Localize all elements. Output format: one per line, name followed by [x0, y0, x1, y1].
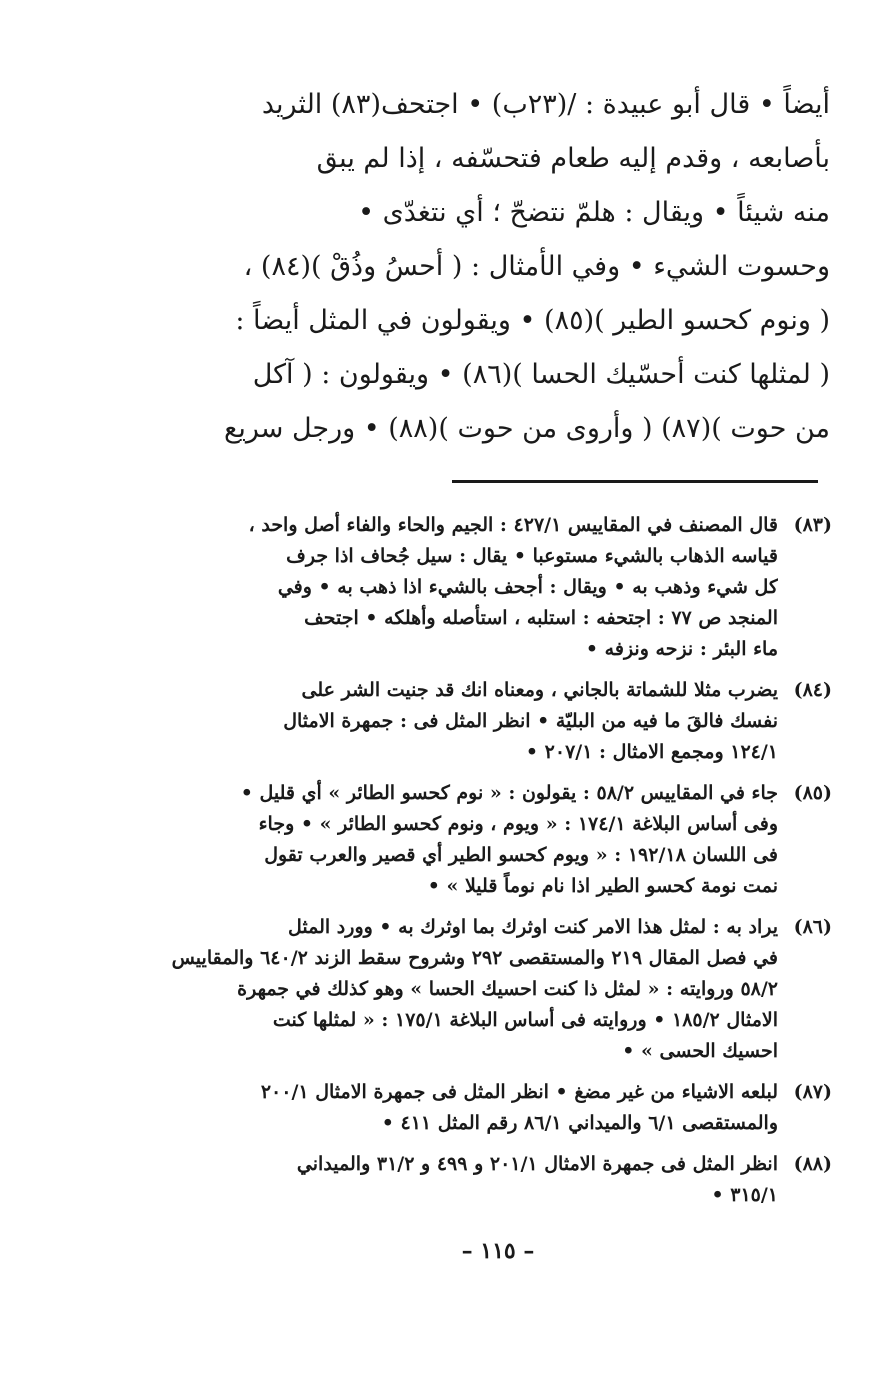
footnote-line: ١٢٤/١ ومجمع الامثال : ٢٠٧/١ •	[525, 741, 778, 763]
footnote-line: يراد به : لمثل هذا الامر كنت اوثرك بما اوثرك به • وورد المثل	[288, 916, 778, 938]
footnotes-section	[172, 510, 832, 1221]
footnote-line: ماء البئر : نزحه ونزفه •	[585, 638, 778, 660]
footnote-87	[172, 1077, 832, 1139]
footnote-84	[172, 675, 832, 768]
footnote-line: ٥٨/٢ وروايته : « لمثل ذا كنت احسيك الحسا » وهو كذلك في جمهرة	[237, 978, 778, 1000]
footnote-line: يضرب مثلا للشماتة بالجاني ، ومعناه انك قد جنيت الشر على	[301, 679, 778, 701]
footnote-83	[172, 510, 832, 665]
footnote-line: انظر المثل فى جمهرة الامثال ٢٠١/١ و ٤٩٩ و ٣١/٢ والميداني	[296, 1153, 778, 1175]
footnote-line: نمت نومة كحسو الطير اذا نام نوماً قليلا » •	[427, 875, 778, 897]
footnote-number: (٨٣)	[793, 514, 832, 536]
footnote-line: قال المصنف في المقاييس ٤٢٧/١ : الجيم والحاء والفاء أصل واحد ،	[248, 514, 778, 536]
footnote-line: احسيك الحسى » •	[622, 1040, 778, 1062]
footnote-number: (٨٤)	[793, 679, 832, 701]
main-text-line: وحسوت الشيء • وفي الأمثال : ( أحسُ وذُقْ )(٨٤) ،	[243, 251, 830, 282]
footnote-85	[172, 778, 832, 902]
footnote-line: في فصل المقال ٢١٩ والمستقصى ٢٩٢ وشروح سقط الزند ٦٤٠/٢ والمقاييس	[172, 947, 778, 969]
main-text-line: من حوت )(٨٧) ( وأروى من حوت )(٨٨) • ورجل سريع	[223, 413, 830, 444]
footnote-line: فى اللسان ١٩٢/١٨ : « ويوم كحسو الطير أي قصير والعرب تقول	[264, 844, 778, 866]
footnote-number: (٨٦)	[793, 916, 832, 938]
footnote-line: كل شيء وذهب به • ويقال : أجحف بالشيء اذا ذهب به • وفي	[277, 576, 778, 598]
footnote-divider	[452, 480, 818, 483]
footnote-number: (٨٧)	[793, 1081, 832, 1103]
footnote-line: ٣١٥/١ •	[711, 1184, 778, 1206]
main-text-block	[170, 78, 830, 456]
footnote-number: (٨٥)	[793, 782, 832, 804]
footnote-line: لبلعه الاشياء من غير مضغ • انظر المثل فى جمهرة الامثال ٢٠٠/١	[260, 1081, 778, 1103]
footnote-line: المنجد ص ٧٧ : اجتحفه : استلبه ، استأصله وأهلكه • اجتحف	[304, 607, 778, 629]
main-text-line: ( لمثلها كنت أحسّيك الحسا )(٨٦) • ويقولون : ( آكل	[252, 359, 830, 390]
footnote-86	[172, 912, 832, 1067]
footnote-line: نفسك فالقَ ما فيه من البليّة • انظر المثل فى : جمهرة الامثال	[283, 710, 778, 732]
footnote-line: وفى أساس البلاغة ١٧٤/١ : « ويوم ، ونوم كحسو الطائر » • وجاء	[258, 813, 778, 835]
footnote-number: (٨٨)	[793, 1153, 832, 1175]
footnote-line: والمستقصى ٦/١ والميداني ٨٦/١ رقم المثل ٤١١ •	[381, 1112, 778, 1134]
footnote-line: قياسه الذهاب بالشيء مستوعبا • يقال : سيل جُحاف اذا جرف	[286, 545, 778, 567]
page-number: – ١١٥ –	[461, 1238, 535, 1264]
main-text-line: منه شيئاً • ويقال : هلمّ نتضحّ ؛ أي نتغدّى •	[358, 197, 830, 228]
main-text-line: بأصابعه ، وقدم إليه طعام فتحسّفه ، إذا لم يبق	[316, 143, 830, 174]
footnote-line: جاء في المقاييس ٥٨/٢ : يقولون : « نوم كحسو الطائر » أي قليل •	[240, 782, 778, 804]
footnote-line: الامثال ١٨٥/٢ • وروايته فى أساس البلاغة ١٧٥/١ : « لمثلها كنت	[272, 1009, 778, 1031]
footnote-88	[172, 1149, 832, 1211]
main-text-line: ( ونوم كحسو الطير )(٨٥) • ويقولون في المثل أيضاً :	[235, 305, 830, 336]
main-text-line: أيضاً • قال أبو عبيدة : /(٢٣ب) • اجتحف(٨٣) الثريد	[261, 89, 830, 120]
